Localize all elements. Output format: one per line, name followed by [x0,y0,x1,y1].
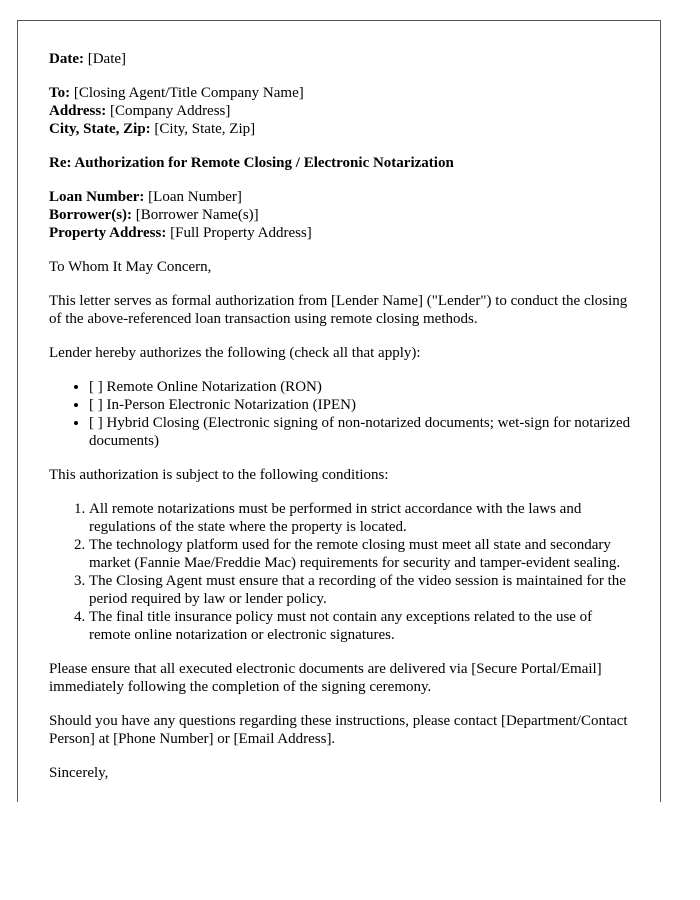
loan-number-value: [Loan Number] [148,189,242,205]
property-address-value: [Full Property Address] [170,225,312,241]
city-state-zip-value: [City, State, Zip] [154,121,256,137]
letter-document [17,20,661,802]
salutation: To Whom It May Concern, [49,259,212,275]
conditions-list [49,500,631,644]
option-item-hybrid: • [ ] Hybrid Closing (Electronic signing of non-notarized documents; wet-sign for notarized documents) [89,414,631,450]
intro-paragraph: This letter serves as formal authorization from [Lender Name] ("Lender") to conduct the closing of the above-referenced loan transaction using remote closing methods. [49,293,628,327]
property-address-label: Property Address: [49,225,167,241]
to-label: To: [49,85,71,101]
condition-item: 3. The Closing Agent must ensure that a recording of the video session is maintained for the period required by law or lender policy. [89,572,631,608]
closing-line: Sincerely, [49,765,109,781]
condition-item: 2. The technology platform used for the remote closing must meet all state and secondary market (Fannie Mae/Freddie Mac) requirements for security and tamper-evident sealing. [89,536,631,572]
borrower-value: [Borrower Name(s)] [135,207,259,223]
date-label: Date: [49,51,84,67]
authorization-options-list [49,378,631,450]
loan-info-block [49,188,631,242]
conditions-lead: This authorization is subject to the following conditions: [49,467,389,483]
recipient-block [49,84,631,138]
condition-item: 4. The final title insurance policy must not contain any exceptions related to the use of remote online notarization or electronic signatures. [89,608,631,644]
date-value: [Date] [87,51,127,67]
letter-body [49,50,631,782]
option-item-ron: • [ ] Remote Online Notarization (RON) [89,378,631,396]
option-item-ipen: • [ ] In-Person Electronic Notarization (IPEN) [89,396,631,414]
address-value: [Company Address] [109,103,231,119]
date-line [49,50,631,68]
subject-line: Re: Authorization for Remote Closing / Electronic Notarization [49,155,454,171]
address-label: Address: [49,103,107,119]
borrower-label: Borrower(s): [49,207,133,223]
to-value: [Closing Agent/Title Company Name] [73,85,304,101]
condition-item: 1. All remote notarizations must be performed in strict accordance with the laws and regulations of the state where the property is located. [89,500,631,536]
loan-number-label: Loan Number: [49,189,145,205]
city-state-zip-label: City, State, Zip: [49,121,151,137]
delivery-paragraph: Please ensure that all executed electronic documents are delivered via [Secure Portal/Email] immediately following the completion of the signing ceremony. [49,661,602,695]
questions-paragraph: Should you have any questions regarding these instructions, please contact [Department/Contact Person] at [Phone Number] or [Email Address]. [49,713,628,747]
authorize-lead: Lender hereby authorizes the following (check all that apply): [49,345,421,361]
